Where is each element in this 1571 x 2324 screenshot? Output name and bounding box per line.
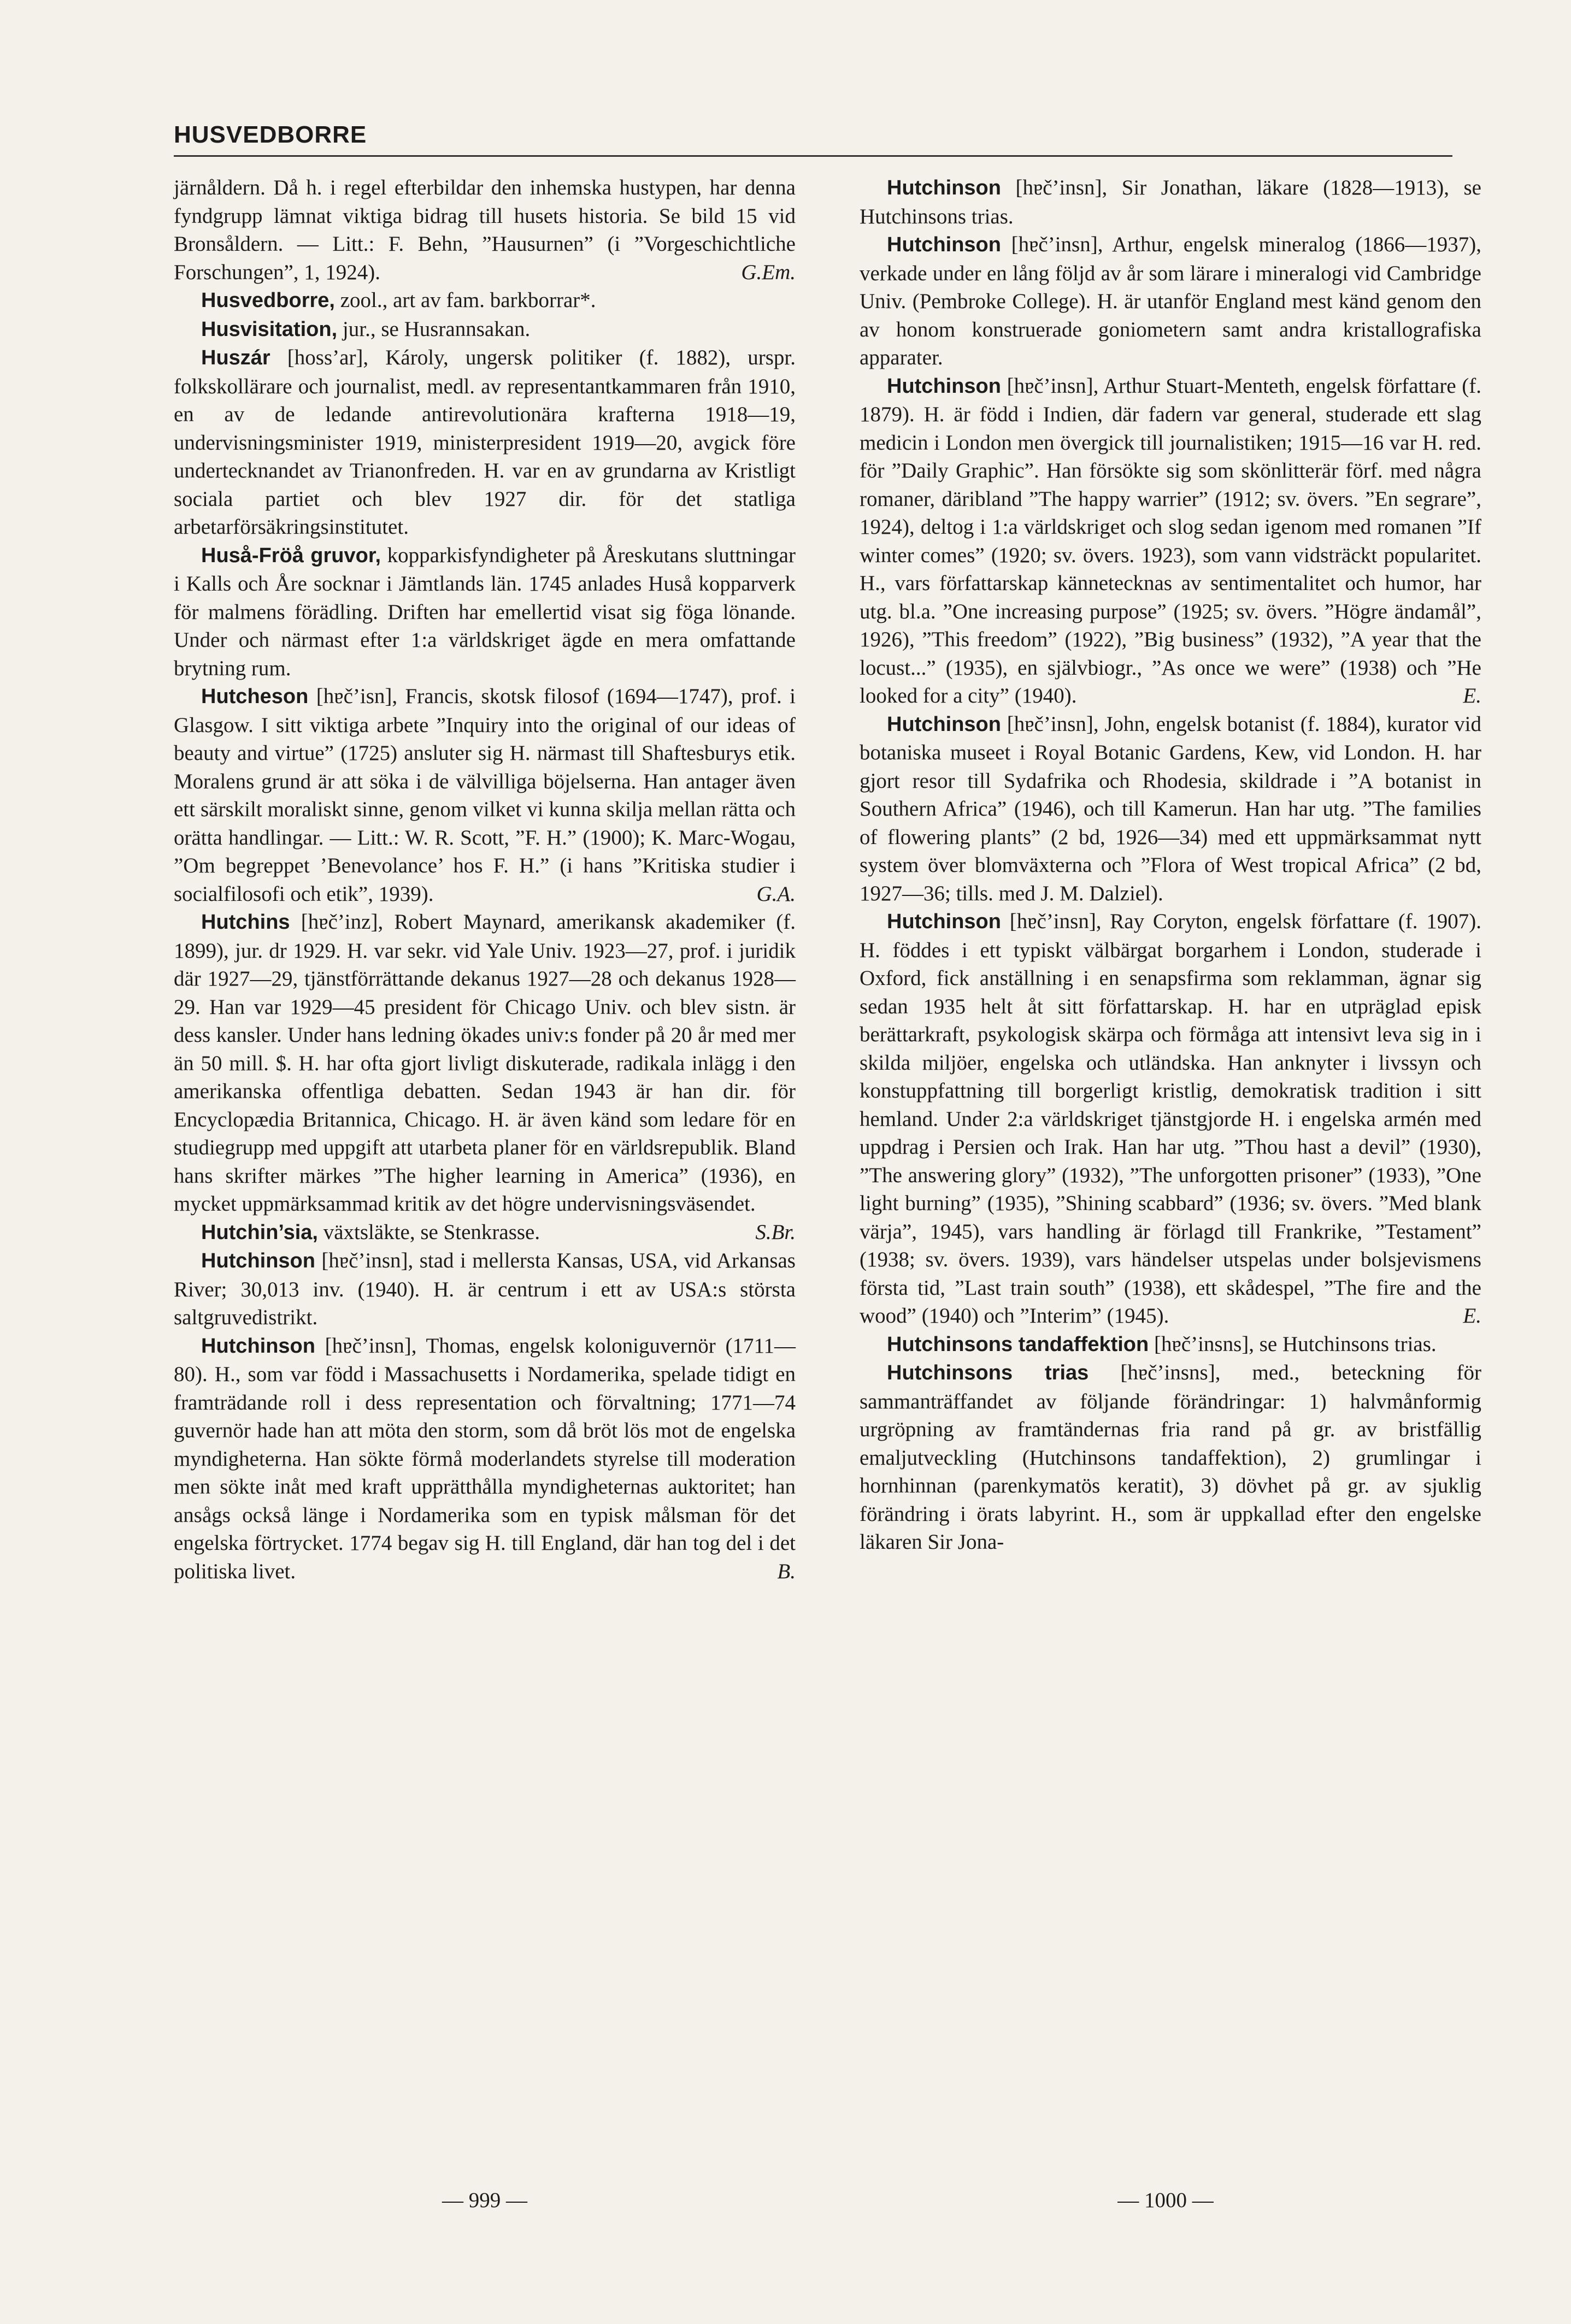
entry-headword: Husvedborre, (201, 289, 335, 312)
entry-text: [hɐč’insn], Ray Coryton, engelsk författare (f. 1907). H. föddes i ett typiskt välbärgat borgarhem i London, studerade i Oxford, fick anställning i en senapsfirma som reklamman, ägnar sig sedan 1935 helt åt sitt författarskap. H. har en utpräglad episk berättarkraft, psykologisk skärpa och förmåga att intensivt leva sig in i skilda miljöer, engelska och utländska. Han anknyter i livssyn och konstuppfattning till borgerligt kristlig, demokratisk tradition i sitt hemland. Under 2:a världskriget tjänstgjorde H. i engelska armén med uppdrag i Persien och Irak. Han har utg. ”Thou hast a devil” (1930), ”The answering glory” (1932), ”The unforgotten prisoner” (1933), ”One light burning” (1935), ”Shining scabbard” (1936; sv. övers. ”Med blank värja”, 1945), vars handling är förlagd till Frankrike, ”Testament” (1938; sv. övers. 1939), vars händelser utspelas under bolsjevismens första tid, ”Last train south” (1938), ett skådespel, ”The fire and the wood” (1940) och ”Interim” (1945). (860, 910, 1481, 1328)
entry-headword: Hutchinson (201, 1249, 315, 1272)
entry-text: [hɐč’insn], Thomas, engelsk koloniguvernör (1711—80). H., som var född i Massachusetts i Nordamerika, spelade tidigt en framträdande roll i dess representation och förvaltning; 1771—74 guvernör hade han att möta den storm, som då bröt lös mot de engelska myndigheterna. Han sökte förmå moderlandets styrelse till moderation men sökte inåt med kraft upprätthålla myndigheternas auktoritet; han ansågs också länge i Nordamerika som en typisk målsman för det engelska förtrycket. 1774 begav sig H. till England, där han tog del i det politiska livet. (174, 1334, 796, 1583)
author-signature: S.Br. (755, 1220, 796, 1244)
entry-headword: Hutchinson (201, 1334, 315, 1358)
author-signature: G.Em. (741, 260, 796, 284)
running-head: HUSVEDBORRE (174, 121, 367, 148)
entry-headword: Hutchinson (887, 910, 1001, 933)
entry-headword: Husvisitation, (201, 317, 338, 341)
entry-headword: Hutchinsons tandaffektion (887, 1332, 1149, 1356)
encyclopedia-entry (860, 907, 1481, 1330)
entry-text: växtsläkte, se Stenkrasse. (317, 1220, 540, 1244)
left-page-number: — 999 — (442, 2189, 527, 2212)
entry-text: [hoss’ar], Károly, ungersk politiker (f. 1882), urspr. folkskollärare och journalist, medl. av representantkammaren från 1910, en av de ledande antirevolutionära krafterna 1918—19, undervisningsminister 1919, ministerpresident 1919—20, avgick före undertecknandet av Trianonfreden. H. var en av grundarna av Kristligt sociala partiet och blev 1927 dir. för det statliga arbetarförsäkringsinstitutet. (174, 346, 796, 539)
right-column (860, 174, 1481, 1556)
entry-headword: Hutchinson (887, 712, 1001, 736)
entry-text: järnåldern. Då h. i regel efterbildar den inhemska hustypen, har denna fyndgrupp lämnat viktiga bidrag till husets historia. Se bild 15 vid Bronsåldern. — Litt.: F. Behn, ”Hausurnen” (i ”Vorgeschichtliche Forschungen”, 1, 1924). (174, 176, 796, 284)
right-page-number: — 1000 — (1117, 2189, 1214, 2212)
entry-text: kopparkisfyndigheter på Åreskutans sluttningar i Kalls och Åre socknar i Jämtlands län. 1745 anlades Huså kopparverk för malmens förädling. Driften har emellertid visat sig föga lönande. Under och närmast efter 1:a världskriget ägde en mera omfattande brytning rum. (174, 543, 796, 680)
encyclopedia-entry (174, 344, 796, 541)
entry-headword: Huszár (201, 346, 270, 369)
entry-text: [hɐč’inz], Robert Maynard, amerikansk akademiker (f. 1899), jur. dr 1929. H. var sekr. vid Yale Univ. 1923—27, prof. i juridik där 1927—29, tjänstförrättande dekanus 1927—28 och dekanus 1928—29. Han var 1929—45 president för Chicago Univ. och blev sistn. är dess kansler. Under hans ledning ökades univ:s fonder på 20 år med mer än 50 mill. $. H. har ofta gjort livligt diskuterade, radikala inlägg i den amerikanska offentliga debatten. Sedan 1943 är han dir. för Encyclopædia Britannica, Chicago. H. är även känd som ledare för en studiegrupp med uppgift att utarbeta planer för en världsrepublik. Bland hans skrifter märkes ”The higher learning in America” (1936), en mycket uppmärksammad kritik av det högre undervisningsväsendet. (174, 910, 796, 1216)
encyclopedia-entry (860, 1359, 1481, 1556)
entry-headword: Hutchin’sia, (201, 1220, 318, 1244)
entry-headword: Hutcheson (201, 685, 309, 708)
left-column (174, 174, 796, 1585)
entry-headword: Huså-Fröå gruvor, (201, 544, 381, 567)
author-signature: E. (1463, 684, 1481, 707)
entry-headword: Hutchinson (887, 176, 1001, 199)
header-rule (174, 155, 1452, 157)
author-signature: E. (1463, 1304, 1481, 1328)
entry-headword: Hutchinson (887, 374, 1001, 398)
entry-text: [hɐč’insn], stad i mellersta Kansas, USA, vid Arkansas River; 30,013 inv. (1940). H. är centrum i ett av USA:s största saltgruvedistrikt. (174, 1249, 796, 1329)
entry-headword: Hutchins (201, 911, 290, 934)
entry-text: [hɐč’insns], med., beteckning för sammanträffandet av följande förändringar: 1) halvmånformig urgröpning av framtändernas fria rand på gr. av bristfällig emaljutveckling (Hutchinsons tandaffektion), 2) grumlingar i hornhinnan (parenkymatös keratit), 3) dövhet på gr. av sjuklig förändring i örats labyrint. H., som är uppkallad efter den engelske läkaren Sir Jona- (860, 1361, 1481, 1554)
entry-text: [hɐč’insn], Arthur, engelsk mineralog (1866—1937), verkade under en lång följd av år som lärare i mineralogi vid Cambridge Univ. (Pembroke College). H. är utanför England mest känd genom den av honom konstruerade goniometern samt andra kristallografiska apparater. (860, 233, 1481, 369)
entry-text: jur., se Husrannsakan. (337, 317, 531, 341)
encyclopedia-entry (174, 541, 796, 683)
author-signature: G.A. (756, 882, 796, 906)
encyclopedia-entry (174, 174, 796, 286)
entry-headword: Hutchinson (887, 233, 1001, 256)
encyclopedia-entry (174, 1332, 796, 1586)
entry-text: [hɐč’insns], se Hutchinsons trias. (1149, 1332, 1437, 1356)
encyclopedia-entry (860, 174, 1481, 231)
encyclopedia-entry (174, 682, 796, 908)
encyclopedia-entry (174, 1247, 796, 1332)
entry-text: [hɐč’isn], Francis, skotsk filosof (1694—1747), prof. i Glasgow. I sitt viktiga arbete ”Inquiry into the original of our ideas of beauty and virtue” (1725) ansluter sig H. närmast till Shaftesburys etik. Moralens grund är att söka i de välvilliga böjelserna. Han antager även ett särskilt moraliskt sinne, genom vilket vi kunna skilja mellan rätta och orätta handlingar. — Litt.: W. R. Scott, ”F. H.” (1900); K. Marc-Wogau, ”Om begreppet ’Benevolance’ hos F. H.” (i hans ”Kritiska studier i socialfilosofi och etik”, 1939). (174, 685, 796, 906)
author-signature: B. (777, 1559, 796, 1583)
entry-text: [hɐč’insn], Arthur Stuart-Menteth, engelsk författare (f. 1879). H. är född i Indien, där fadern var general, studerade ett slag medicin i London men övergick till journalistiken; 1915—16 var H. red. för ”Daily Graphic”. Han försökte sig som skönlitterär förf. med några romaner, däribland ”The happy warrier” (1912; sv. övers. ”En segrare”, 1924), deltog i 1:a världskriget och slog sedan igenom med romanen ”If winter comes” (1920; sv. övers. 1923), som vann vidsträckt popularitet. H., vars författarskap kännetecknas av sentimentalitet och humor, har utg. bl.a. ”One increasing purpose” (1925; sv. övers. ”Högre ändamål”, 1926), ”This freedom” (1922), ”Big business” (1932), ”A year that the locust...” (1935), en självbiogr., ”As once we were” (1938) och ”He looked for a city” (1940). (860, 374, 1481, 707)
entry-text: [hɐč’insn], Sir Jonathan, läkare (1828—1913), se Hutchinsons trias. (860, 176, 1481, 228)
encyclopedia-entry (860, 231, 1481, 372)
encyclopedia-entry (174, 286, 796, 315)
entry-text: [hɐč’insn], John, engelsk botanist (f. 1884), kurator vid botaniska museet i Royal Botanic Gardens, Kew, vid London. H. har gjort resor till Sydafrika och Rhodesia, skildrade i ”A botanist in Southern Africa” (1946), och till Kamerun. Han har utg. ”The families of flowering plants” (2 bd, 1926—34) med ett uppmärksammat nytt system över blomväxterna och ”Flora of West tropical Africa” (2 bd, 1927—36; tills. med J. M. Dalziel). (860, 712, 1481, 905)
encyclopedia-entry (174, 1218, 796, 1247)
encyclopedia-entry (860, 1330, 1481, 1359)
encyclopedia-entry (174, 315, 796, 344)
encyclopedia-entry (860, 710, 1481, 908)
entry-text: zool., art av fam. barkborrar*. (334, 288, 596, 312)
encyclopedia-entry (860, 372, 1481, 710)
entry-headword: Hutchinsons trias (887, 1361, 1089, 1384)
